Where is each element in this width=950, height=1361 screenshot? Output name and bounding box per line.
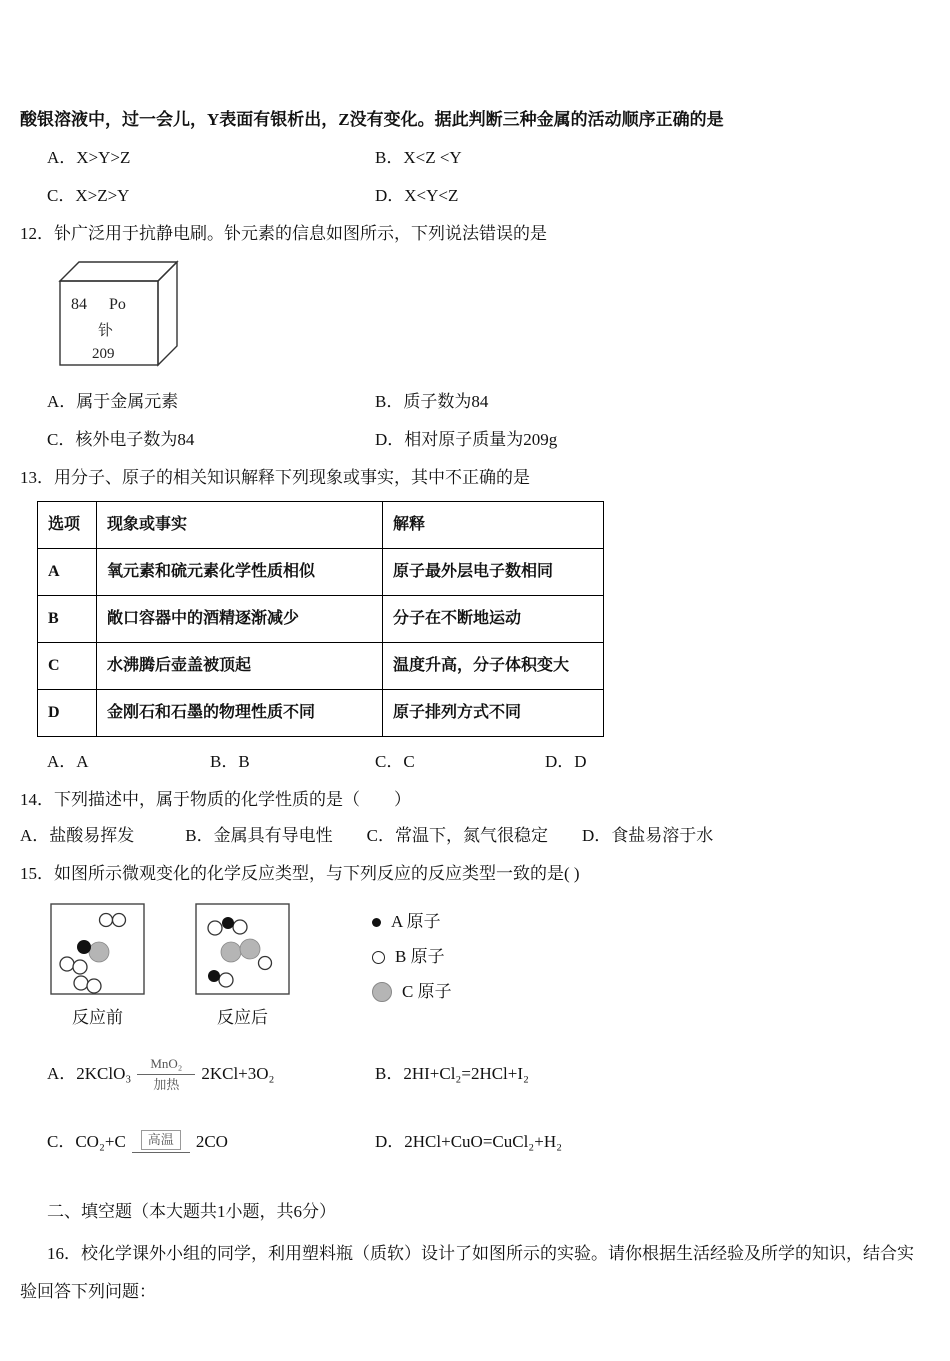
atom-c-icon	[372, 982, 392, 1002]
q15-option-a	[47, 1056, 375, 1093]
q11-options-row-2	[47, 185, 925, 207]
q15-option-b: B．2HI+Cl₂=2HCl+I₂	[375, 1064, 529, 1083]
q11-intro-text: 酸银溶液中，过一会儿，Y表面有银析出，Z没有变化。据此判断三种金属的活动顺序正确的是	[20, 110, 724, 129]
q15-option-c-prefix: C．CO₂+C	[47, 1132, 126, 1151]
q15-before-label: 反应前	[72, 1008, 123, 1027]
q13-answer-d: D．D	[545, 752, 587, 771]
q15-stem: 15．如图所示微观变化的化学反应类型，与下列反应的反应类型一致的是( )	[20, 864, 580, 883]
q11-option-a: A．X>Y>Z	[47, 148, 131, 167]
table-row	[38, 549, 604, 596]
element-number: 84	[71, 296, 87, 313]
legend-label-c: C 原子	[402, 982, 452, 1001]
q15-option-a-condition-top: MnO₂	[150, 1055, 183, 1071]
q13-row-a-phenomenon: 氧元素和硫元素化学性质相似	[97, 549, 383, 596]
element-name: 钋	[98, 323, 114, 339]
q14-options: A．盐酸易挥发 B．金属具有导电性 C．常温下，氮气很稳定 D．食盐易溶于水	[20, 826, 714, 845]
q15-option-a-suffix: 2KCl+3O₂	[201, 1064, 275, 1083]
reaction-arrow-line	[132, 1152, 190, 1153]
q11-options-row-1	[47, 147, 925, 169]
reaction-condition-fraction	[137, 1056, 195, 1093]
q15-option-c-condition-top: 高温	[141, 1130, 181, 1150]
q15-figure	[50, 903, 925, 1029]
q12-option-a: A．属于金属元素	[47, 392, 179, 411]
legend-item-atom-a	[372, 911, 452, 933]
q13-row-c-explanation: 温度升高，分子体积变大	[383, 643, 604, 690]
q11-option-c: C．X>Z>Y	[47, 186, 130, 205]
q13-header-explanation: 解释	[383, 502, 604, 549]
q15-option-d: D．2HCl+CuO=CuCl₂+H₂	[375, 1132, 563, 1151]
q12-option-b: B．质子数为84	[375, 392, 489, 411]
legend-item-atom-b	[372, 946, 452, 968]
table-row	[38, 596, 604, 643]
atom-a-icon	[372, 918, 381, 927]
q13-header-option: 选项	[38, 502, 97, 549]
q15-option-a-condition-bottom: 加热	[153, 1076, 180, 1092]
q15-after-column	[195, 903, 290, 1029]
reaction-after-diagram-icon	[195, 903, 290, 995]
q15-option-a-prefix: A．2KClO₃	[47, 1064, 132, 1083]
q13-answer-b: B．B	[210, 752, 250, 771]
q16-stem: 16．校化学课外小组的同学，利用塑料瓶（质软）设计了如图所示的实验。请你根据生活经验及所学的知识，结合实验回答下列问题：	[20, 1244, 914, 1301]
q13-row-c-option: C	[38, 643, 97, 690]
atom-b-icon	[372, 951, 385, 964]
q13-header-phenomenon: 现象或事实	[97, 502, 383, 549]
element-cube-icon	[55, 257, 183, 369]
q15-option-c-suffix: 2CO	[195, 1132, 228, 1151]
q15-equation-row-2	[47, 1119, 925, 1165]
reaction-condition-fraction	[132, 1130, 190, 1155]
q12-option-c: C．核外电子数为84	[47, 430, 195, 449]
legend-label-b: B 原子	[395, 947, 445, 966]
legend-label-a: A 原子	[391, 912, 441, 931]
q12-options-row-1	[47, 391, 925, 413]
q15-option-c	[47, 1130, 375, 1155]
q13-row-a-option: A	[38, 549, 97, 596]
reaction-arrow-line	[137, 1074, 195, 1075]
q13-row-a-explanation: 原子最外层电子数相同	[383, 549, 604, 596]
q13-row-c-phenomenon: 水沸腾后壶盖被顶起	[97, 643, 383, 690]
q13-answer-a: A．A	[47, 752, 89, 771]
q13-table-header-row	[38, 502, 604, 549]
table-row	[38, 690, 604, 737]
q12-stem: 12．钋广泛用于抗静电刷。钋元素的信息如图所示，下列说法错误的是	[20, 224, 547, 243]
element-symbol: Po	[109, 296, 126, 313]
q13-table	[37, 501, 604, 737]
q13-stem: 13．用分子、原子的相关知识解释下列现象或事实，其中不正确的是	[20, 468, 530, 487]
q13-row-b-phenomenon: 敞口容器中的酒精逐渐减少	[97, 596, 383, 643]
legend-item-atom-c	[372, 981, 452, 1003]
q13-row-d-phenomenon: 金刚石和石墨的物理性质不同	[97, 690, 383, 737]
table-row	[38, 643, 604, 690]
q13-row-d-option: D	[38, 690, 97, 737]
q12-option-d: D．相对原子质量为209g	[375, 430, 558, 449]
q13-answer-options-row	[47, 751, 925, 773]
q13-row-b-explanation: 分子在不断地运动	[383, 596, 604, 643]
q12-element-cube	[55, 257, 925, 375]
q12-options-row-2	[47, 429, 925, 451]
q15-after-label: 反应后	[217, 1008, 268, 1027]
section2-title: 二、填空题（本大题共1小题，共6分）	[47, 1202, 336, 1221]
q13-answer-c: C．C	[375, 752, 415, 771]
q14-stem: 14．下列描述中，属于物质的化学性质的是（ ）	[20, 790, 411, 809]
q15-before-column	[50, 903, 145, 1029]
q13-row-b-option: B	[38, 596, 97, 643]
q11-option-d: D．X<Y<Z	[375, 186, 459, 205]
q15-equation-row-1	[47, 1051, 925, 1097]
q13-row-d-explanation: 原子排列方式不同	[383, 690, 604, 737]
element-mass: 209	[92, 346, 115, 362]
reaction-before-diagram-icon	[50, 903, 145, 995]
q15-legend	[372, 903, 452, 1003]
q11-option-b: B．X<Z <Y	[375, 148, 462, 167]
